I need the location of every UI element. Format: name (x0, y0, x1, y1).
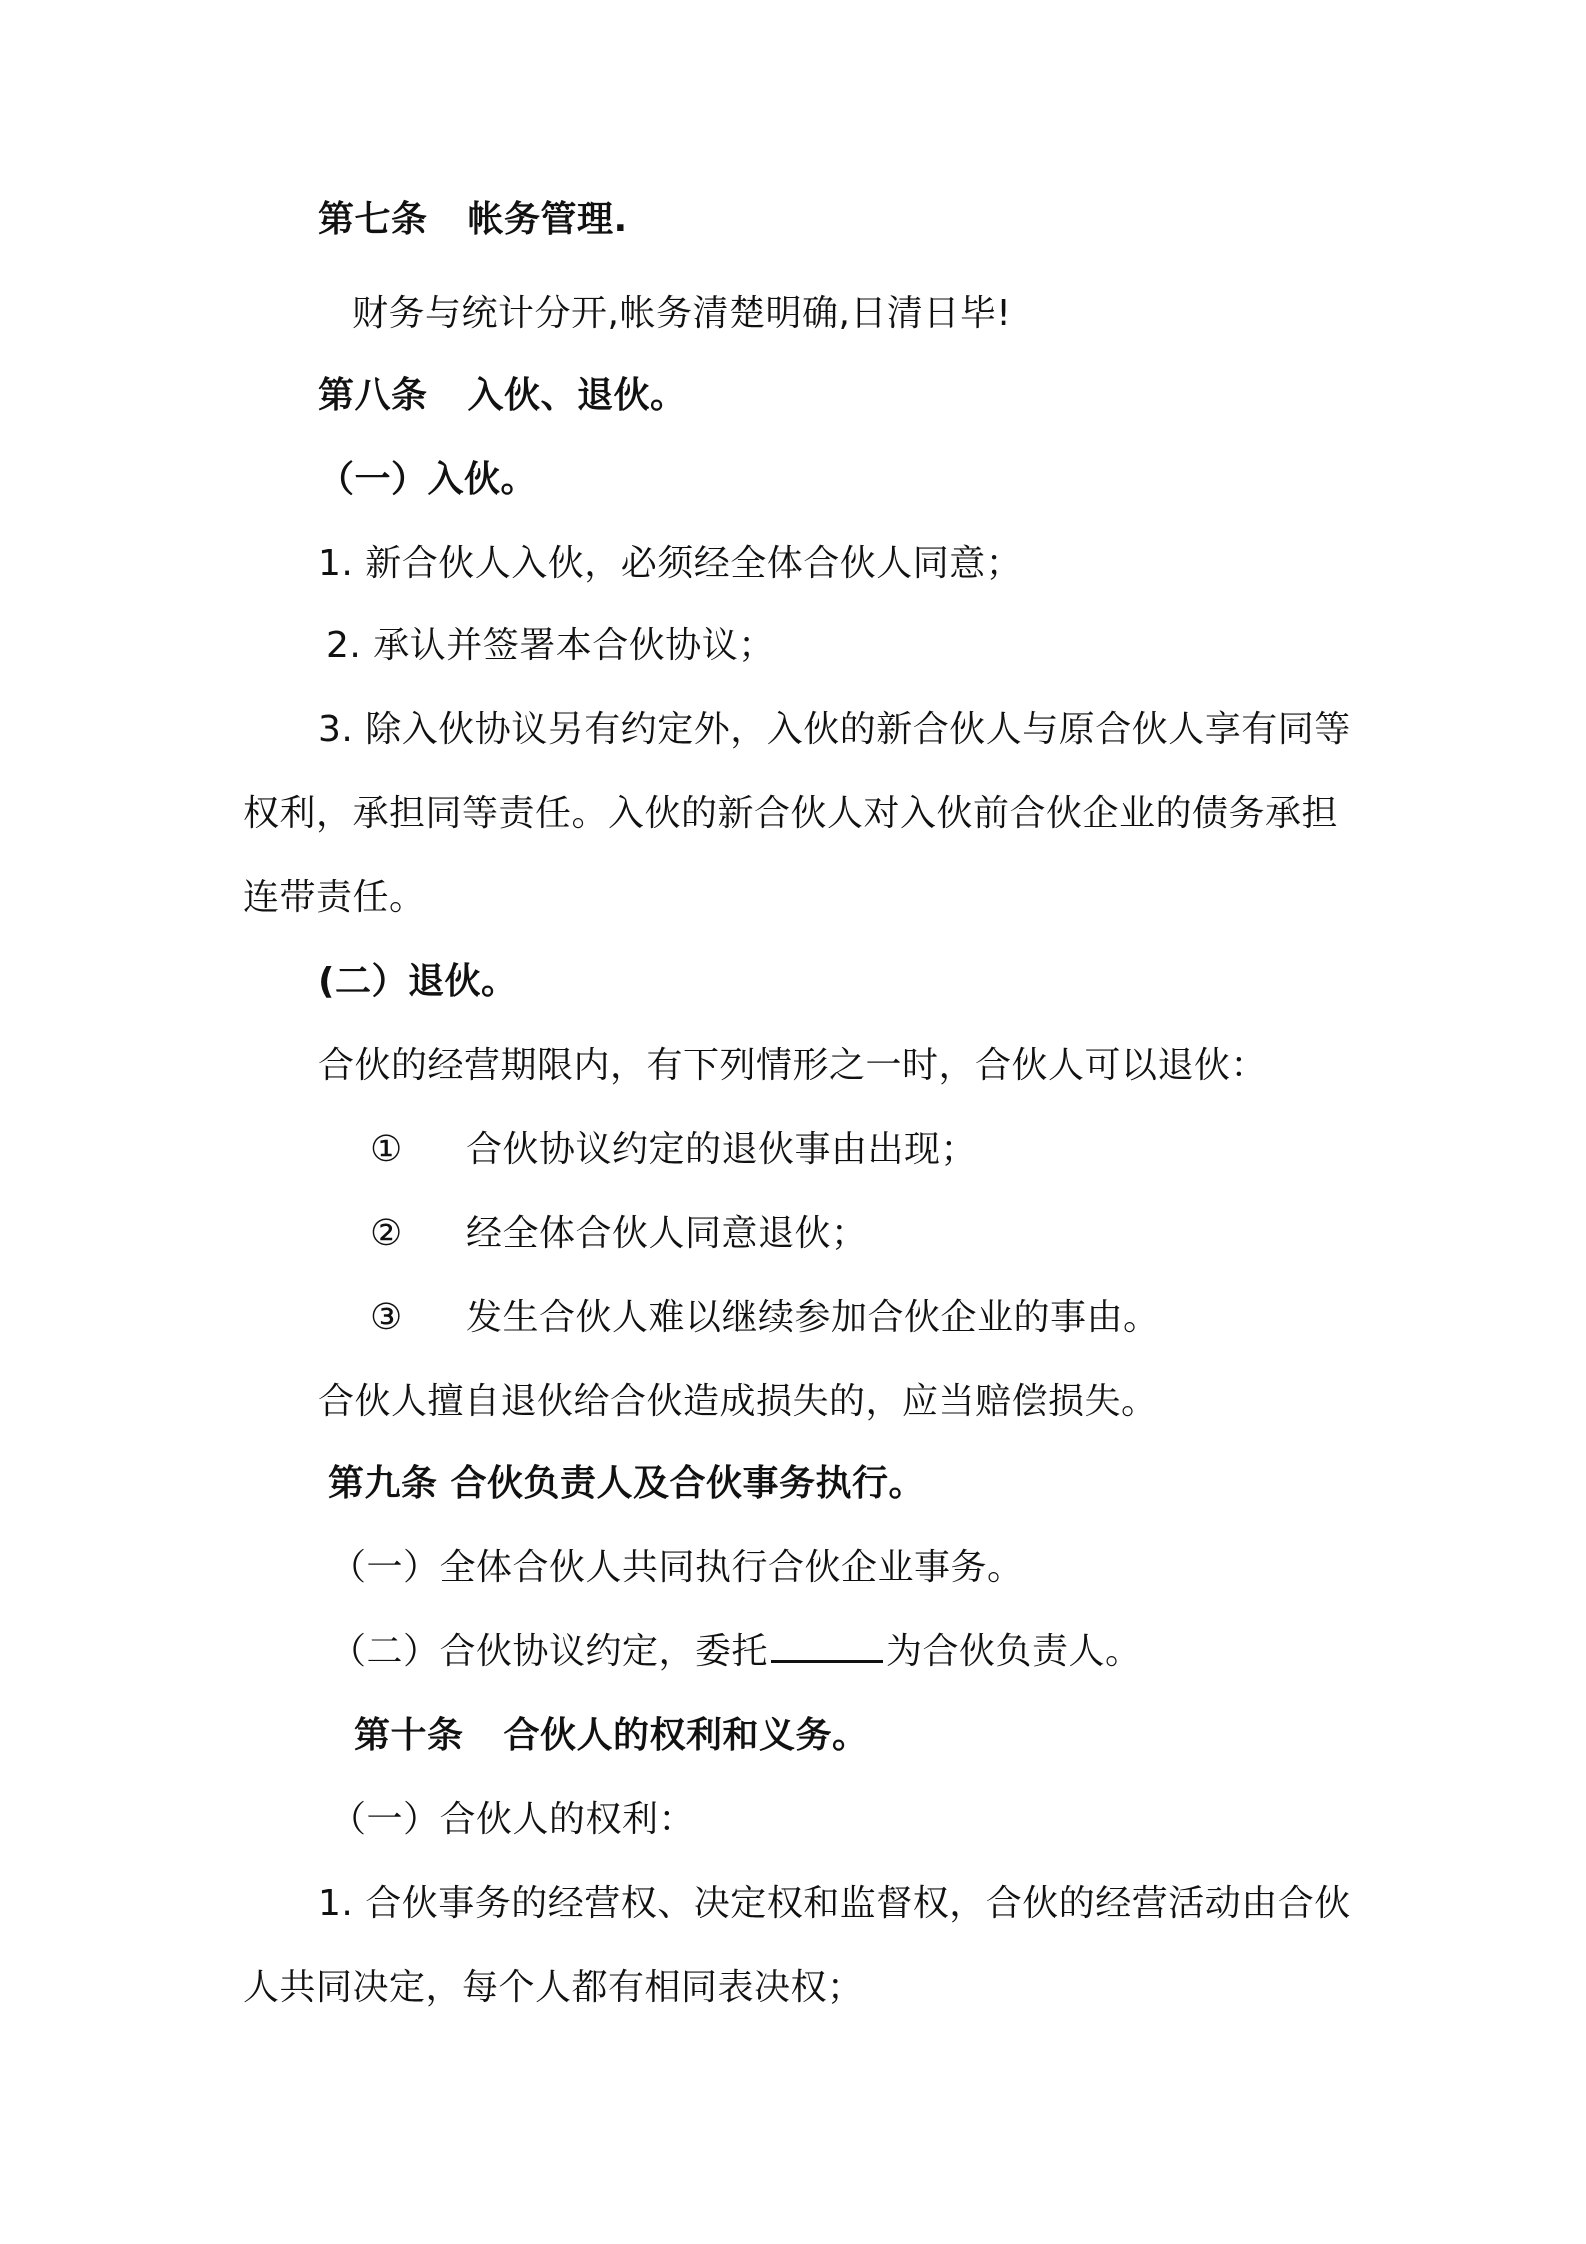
article-7-heading (318, 196, 628, 244)
section-8-1-item-3-line-2: 权利，承担同等责任。入伙的新合伙人对入伙前合伙企业的债务承担 (243, 793, 1339, 834)
withdrawal-list-item (370, 1294, 1160, 1342)
list-item-text: 经全体合伙人同意退伙； (466, 1213, 868, 1254)
article-7-title: 帐务管理. (467, 199, 628, 240)
withdrawal-list-item (370, 1126, 977, 1174)
list-item-text: 发生合伙人难以继续参加合伙企业的事由。 (466, 1297, 1160, 1338)
section-8-2-heading: (二）退伙。 (318, 961, 518, 1002)
article-10-title: 合伙人的权利和义务。 (503, 1715, 869, 1756)
section-8-1-item-2: 2. 承认并签署本合伙协议； (326, 625, 775, 666)
section-9-2-text-before: （二）合伙协议约定，委托 (330, 1631, 769, 1672)
section-9-1: （一）全体合伙人共同执行合伙企业事务。 (330, 1547, 1024, 1588)
article-8-title: 入伙、退伙。 (467, 375, 687, 416)
list-marker: ③ (370, 1297, 403, 1338)
article-10-heading (354, 1712, 869, 1760)
fill-in-blank-line (771, 1656, 883, 1663)
article-7-body: 财务与统计分开,帐务清楚明确,日清日毕! (352, 293, 1012, 334)
section-8-1-item-3-line-1: 3. 除入伙协议另有约定外，入伙的新合伙人与原合伙人享有同等 (318, 709, 1351, 750)
article-8-heading (318, 372, 687, 420)
article-10-number: 第十条 (354, 1715, 464, 1756)
section-10-1-heading: （一）合伙人的权利： (330, 1799, 696, 1840)
withdrawal-list-item (370, 1210, 868, 1258)
section-10-1-item-1-line-1: 1. 合伙事务的经营权、决定权和监督权，合伙的经营活动由合伙 (318, 1883, 1351, 1924)
list-item-text: 合伙协议约定的退伙事由出现； (466, 1129, 978, 1170)
article-9-heading: 第九条 合伙负责人及合伙事务执行。 (328, 1463, 926, 1504)
section-9-2-text-after: 为合伙负责人。 (886, 1631, 1142, 1672)
section-8-1-item-1: 1. 新合伙人入伙，必须经全体合伙人同意； (318, 543, 1023, 584)
section-8-2-tail: 合伙人擅自退伙给合伙造成损失的，应当赔偿损失。 (318, 1381, 1158, 1422)
section-10-1-item-1-line-2: 人共同决定，每个人都有相同表决权； (243, 1967, 864, 2008)
section-9-2 (330, 1628, 1142, 1676)
section-8-1-item-3-line-3: 连带责任。 (243, 877, 426, 918)
article-8-number: 第八条 (318, 375, 428, 416)
article-7-number: 第七条 (318, 199, 428, 240)
list-marker: ① (370, 1129, 403, 1170)
section-8-2-intro: 合伙的经营期限内，有下列情形之一时，合伙人可以退伙： (318, 1045, 1268, 1086)
list-marker: ② (370, 1213, 403, 1254)
section-8-1-heading: （一）入伙。 (318, 459, 538, 500)
